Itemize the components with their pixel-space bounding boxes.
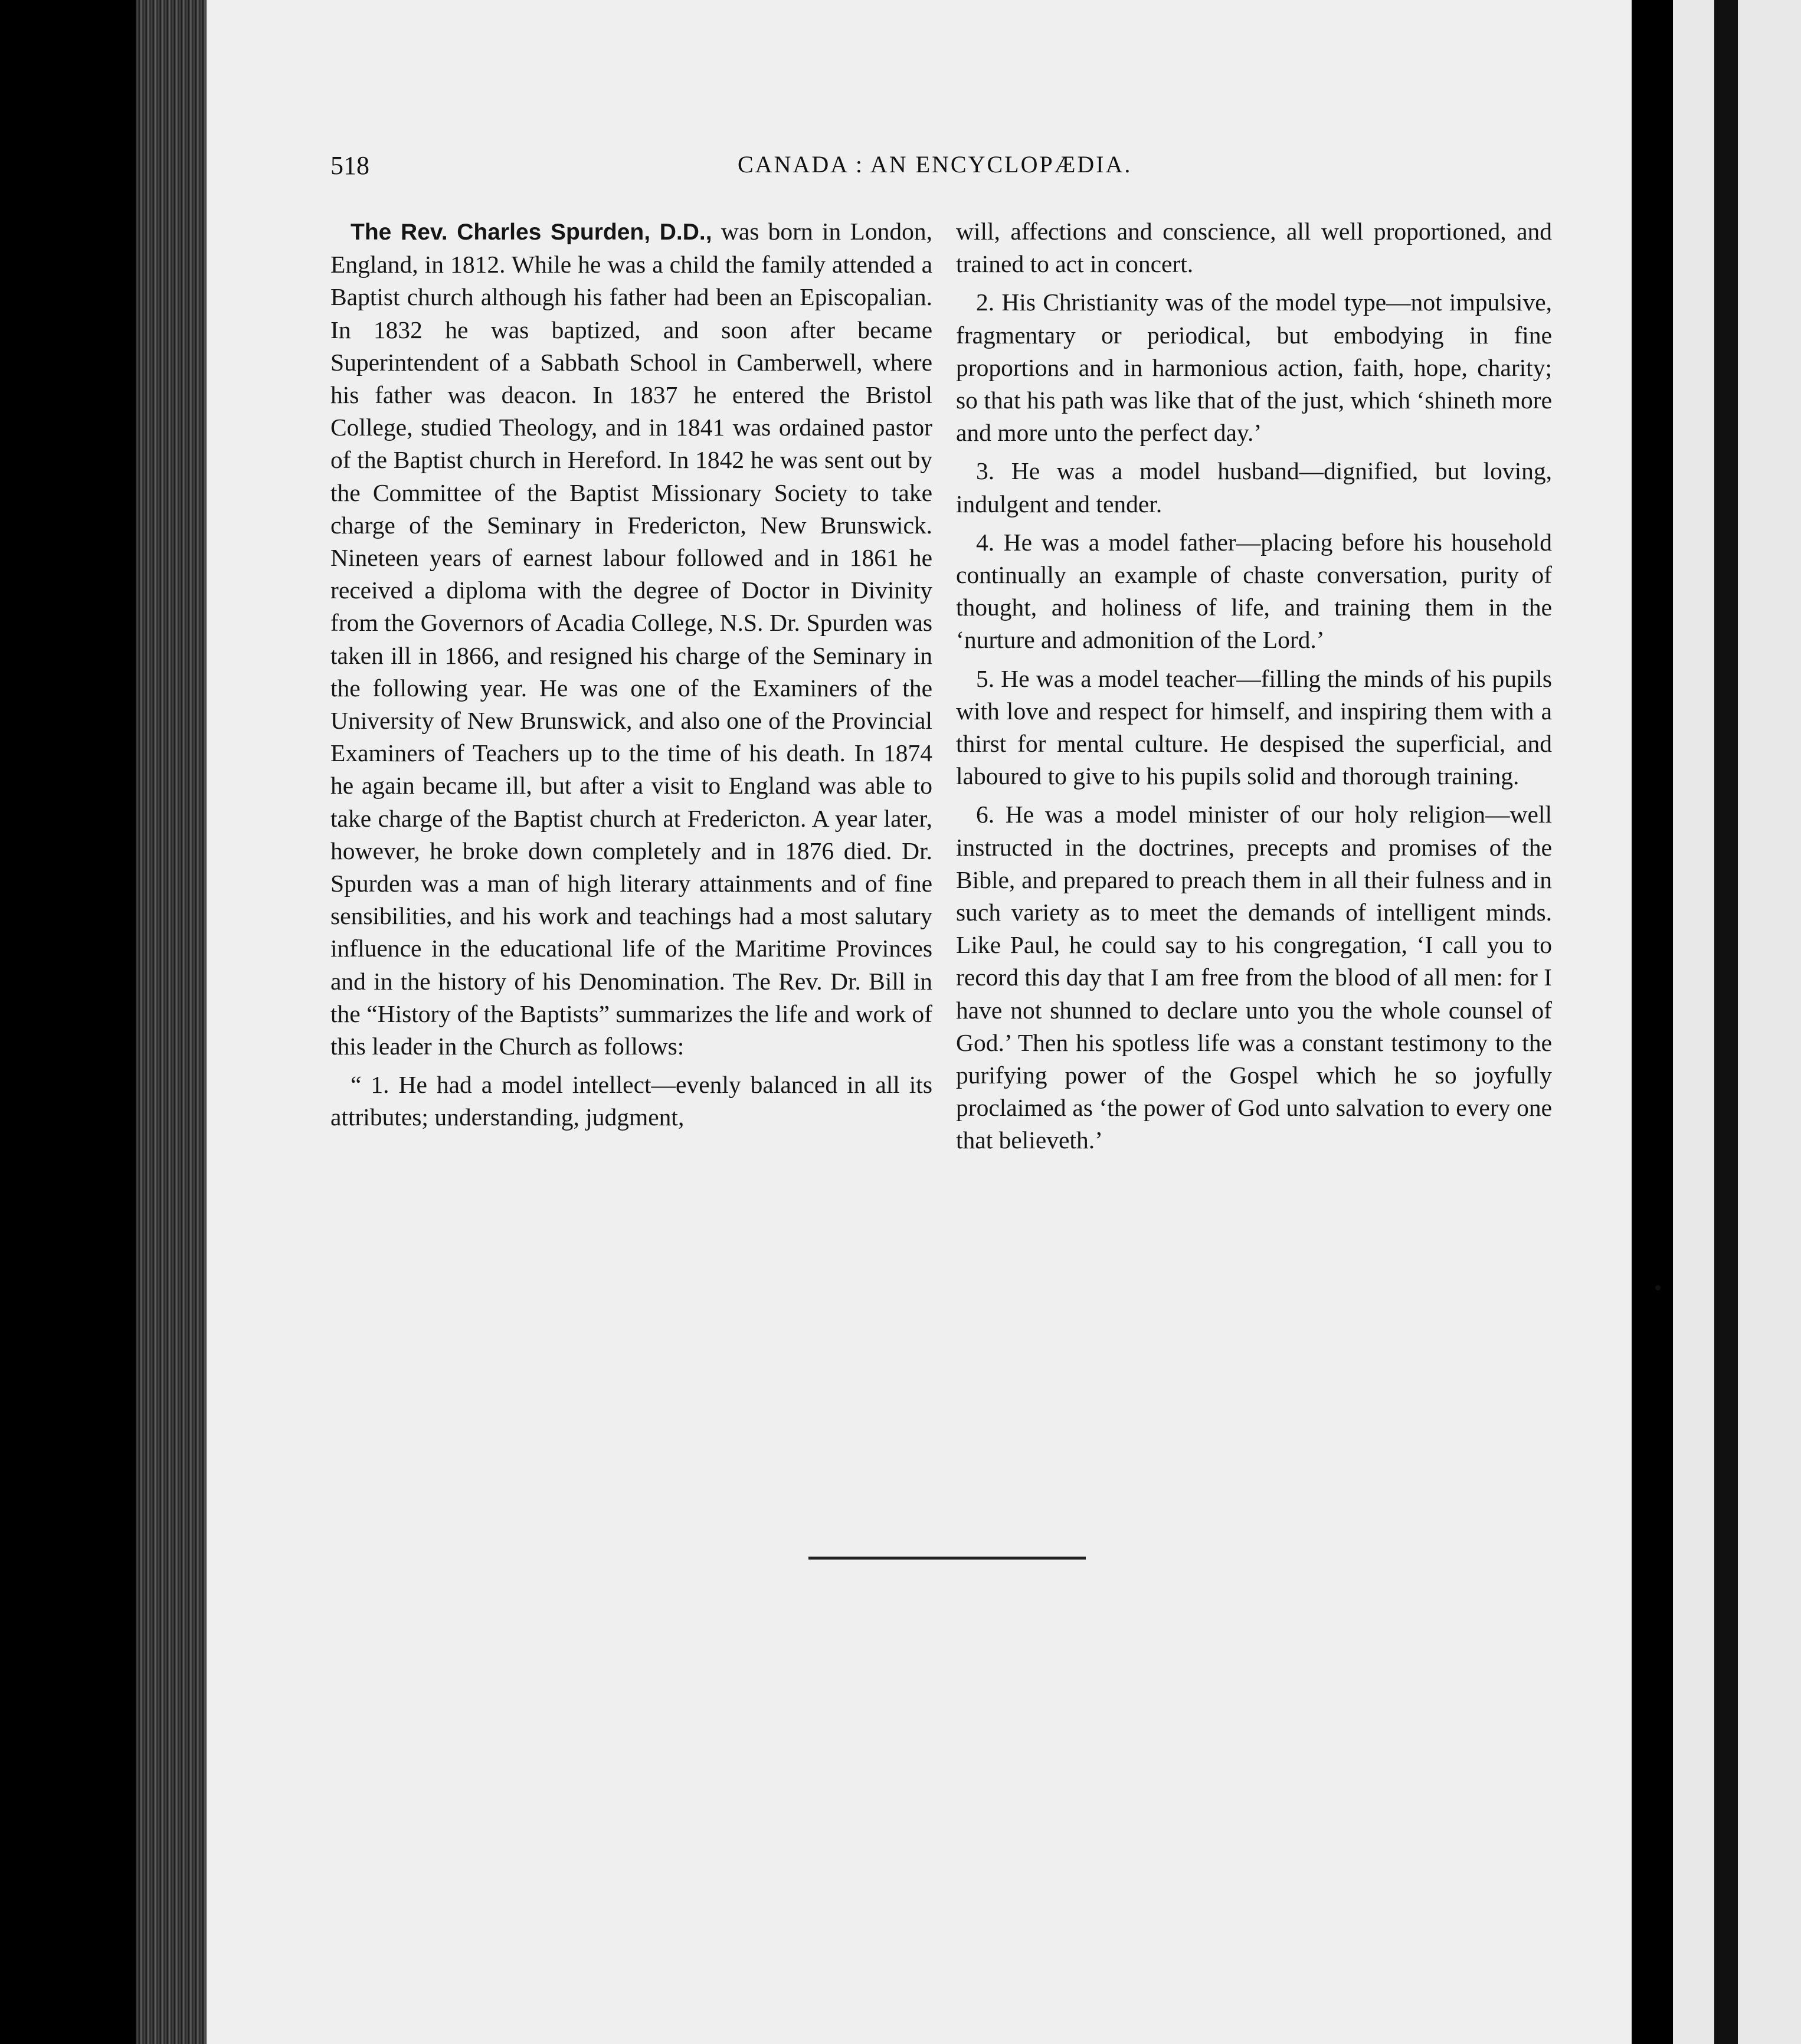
running-head [330, 150, 1605, 186]
article-paragraph-1 [330, 215, 932, 1063]
article-paragraph-2: “ 1. He had a model intellect—evenly balanced in all its attributes; understanding, judgment, [330, 1071, 932, 1131]
article-paragraph-4: 2. His Christianity was of the model type—not impulsive, fragmentary or periodical, but embodying in fine proportions and in harmonious action, faith, hope, charity; so that his path was like that of the just, which ‘shineth more and more unto the perfect day.’ [956, 289, 1552, 447]
article-paragraph-8: 6. He was a model minister of our holy religion—well instructed in the doctrines, precepts and promises of the Bible, and prepared to preach them in all their fulness and in such variety as to meet the demands of intelligent minds. Like Paul, he could say to his congregation, ‘I call you to record this day that I am free from the blood of all men: for I have not shunned to declare unto you the whole counsel of God.’ Then his spotless life was a constant testimony to the purifying power of the Gospel which he so joyfully proclaimed as ‘the power of God unto salvation to every one that believeth.’ [956, 801, 1552, 1154]
page-number: 518 [330, 151, 369, 180]
article-subject: The Rev. Charles Spurden, D.D., [351, 220, 712, 245]
article-paragraph-6: 4. He was a model father—placing before his household continually an example of chaste conversation, purity of thought, and holiness of life, and training them in the ‘nurture and admonition of the Lord.’ [956, 528, 1552, 654]
section-end-rule [808, 1557, 1086, 1560]
article-paragraph-3: will, affections and conscience, all well proportioned, and trained to act in concert. [956, 218, 1552, 278]
running-title: CANADA : AN ENCYCLOPÆDIA. [738, 151, 1132, 178]
gutter-shadow [1632, 0, 1673, 2044]
article-paragraph-7: 5. He was a model teacher—filling the minds of his pupils with love and respect for himself, and inspiring them with a thirst for mental culture. He despised the superficial, and laboured to give to his pupils solid and thorough training. [956, 664, 1552, 790]
scan-speck [1655, 1285, 1661, 1290]
left-column [330, 215, 932, 1140]
facing-page-shadow [1714, 0, 1738, 2044]
book-page-edges [136, 0, 207, 2044]
right-column [956, 215, 1552, 1163]
article-body-text: was born in London, England, in 1812. While he was a child the family attended a Baptist church although his father had been an Episcopalian. In 1832 he was baptized, and soon after became Superintendent of a Sabbath School in Camberwell, where his father was deacon. In 1837 he entered the Bristol College, studied Theology, and in 1841 was ordained pastor of the Baptist church in Hereford. In 1842 he was sent out by the Committee of the Baptist Missionary Society to take charge of the Seminary in Fredericton, New Brunswick. Nineteen years of earnest labour followed and in 1861 he received a diploma with the degree of Doctor in Divinity from the Governors of Acadia College, N.S. Dr. Spurden was taken ill in 1866, and resigned his charge of the Seminary in the following year. He was one of the Examiners of the University of New Brunswick, and also one of the Provincial Examiners of Teachers up to the time of his death. In 1874 he again became ill, but after a visit to England was able to take charge of the Baptist church at Fredericton. A year later, however, he broke down completely and in 1876 died. Dr. Spurden was a man of high literary attainments and of fine sensibilities, and his work and teachings had a most salutary influence in the educational life of the Maritime Provinces and in the history of his Denomination. The Rev. Dr. Bill in the “History of the Baptists” summarizes the life and work of this leader in the Church as follows: [330, 218, 933, 1060]
article-paragraph-5: 3. He was a model husband—dignified, but loving, indulgent and tender. [956, 457, 1552, 517]
